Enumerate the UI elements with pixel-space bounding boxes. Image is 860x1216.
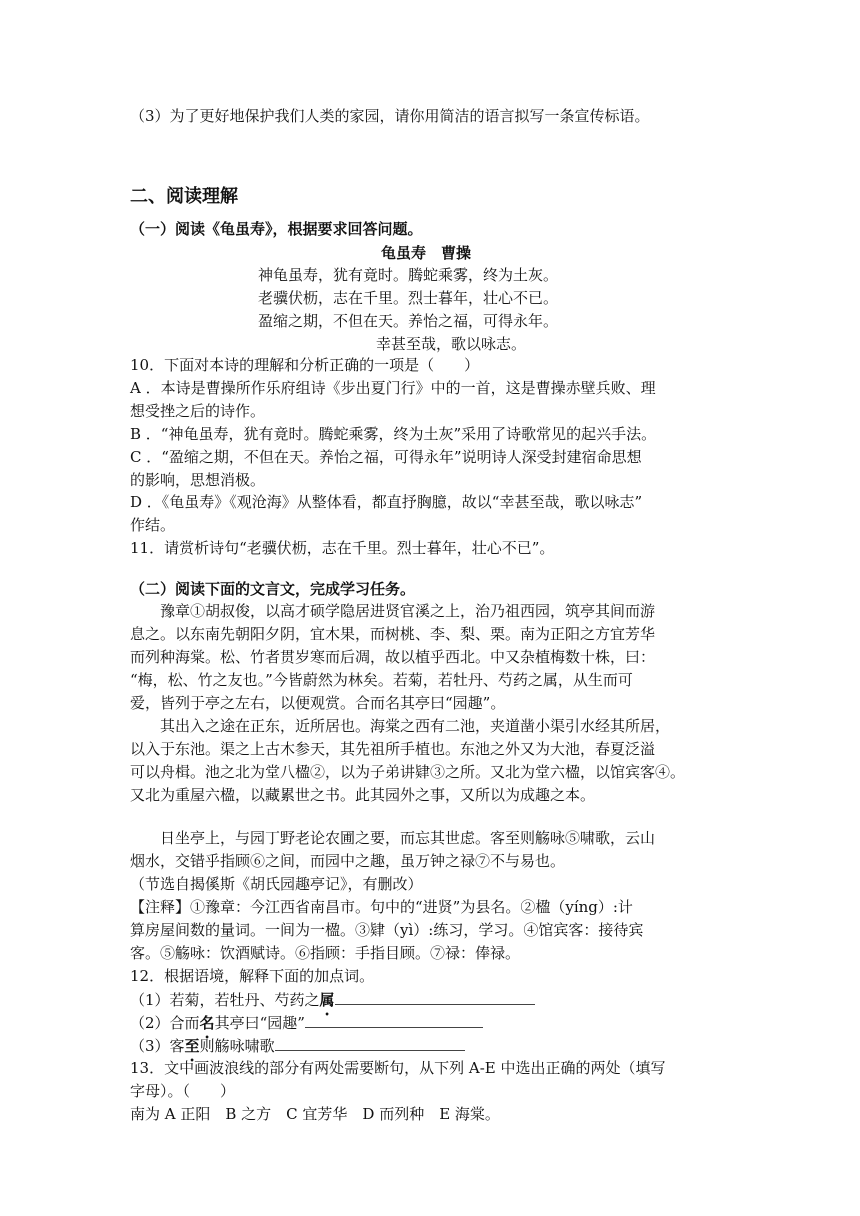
option-a-line-2: 想受挫之后的诗作。: [130, 402, 266, 420]
passage-p1-line-3: 而列种海棠。松、竹者贯岁寒而后凋，故以植乎西北。中又杂植梅数十株，曰：: [130, 648, 656, 666]
answer-blank-2[interactable]: [305, 1011, 483, 1028]
question-12-stem: 12．根据语境，解释下面的加点词。: [130, 967, 375, 985]
part-2-heading: （二）阅读下面的文言文，完成学习任务。: [130, 580, 416, 598]
poem-line-2: 老骥伏枥，志在千里。烈士暮年，壮心不已。: [258, 289, 559, 307]
passage-p1-line-2: 息之。以东南先朝阳夕阴，宜木果，而树桃、李、梨、栗。南为正阳之方宜芳华: [130, 625, 656, 643]
question-13-options: 南为 A 正阳 B 之方 C 宜芳华 D 而列种 E 海棠。: [130, 1105, 500, 1123]
notes-line-3: 客。⑤觞咏：饮酒赋诗。⑥指顾：手指目顾。⑦禄：俸禄。: [130, 944, 521, 962]
poem-line-1: 神龟虽寿，犹有竟时。腾蛇乘雾，终为土灰。: [258, 266, 559, 284]
poem-line-3: 盈缩之期，不但在天。养怡之福，可得永年。: [258, 312, 559, 330]
notes-line-1: 【注释】①豫章：今江西省南昌市。句中的“进贤”为县名。②楹（yíng）:计: [130, 898, 633, 916]
item-2-text-pre: （2）合而: [130, 1014, 200, 1032]
option-c-line-2: 的影响，思想消极。: [130, 471, 266, 489]
question-13-stem-line-1: 13．文中画波浪线的部分有两处需要断句，从下列 A-E 中选出正确的两处（填写: [130, 1059, 666, 1077]
passage-p1-line-1: 豫章①胡叔俊，以高才硕学隐居进贤官溪之上，治乃祖西园，筑亭其间而游: [160, 602, 656, 620]
passage-source: （节选自揭傒斯《胡氏园趣亭记》，有删改）: [130, 875, 423, 893]
question-10-stem: 10．下面对本诗的理解和分析正确的一项是（ ）: [130, 356, 480, 374]
poem-line-4: 幸甚至哉，歌以咏志。: [376, 335, 527, 353]
passage-p3-line-1: 日坐亭上，与园丁野老论农圃之要，而忘其世虑。客至则觞咏⑤啸歌，云山: [160, 829, 656, 847]
passage-p2-line-4: 又北为重屋六楹，以藏累世之书。此其园外之事，又所以为成趣之本。: [130, 786, 596, 804]
option-a-line-1: A ．本诗是曹操所作乐府组诗《步出夏门行》中的一首，这是曹操赤壁兵败、理: [130, 379, 656, 397]
poem-title: 龟虽寿 曹操: [381, 244, 472, 262]
part-1-heading: （一）阅读《龟虽寿》，根据要求回答问题。: [130, 220, 423, 238]
answer-blank-3[interactable]: [275, 1034, 465, 1051]
option-d-line-1: D ．《龟虽寿》《观沧海》从整体看，都直抒胸臆，故以“幸甚至哉，歌以咏志”: [130, 493, 643, 511]
passage-p3-line-2: 烟水，交错乎指顾⑥之间，而园中之趣，虽万钟之禄⑦不与易也。: [130, 852, 566, 870]
dotted-word-zhi: 至: [184, 1037, 200, 1055]
passage-p1-line-5: 爱，皆列于亭之左右，以便观赏。合而名其亭曰“园趣”。: [130, 694, 506, 712]
item-3-text-pre: （3）客: [130, 1037, 185, 1055]
item-3-text-post: 则觞咏啸歌: [199, 1037, 275, 1055]
answer-blank-1[interactable]: [335, 988, 535, 1005]
question-11: 11．请赏析诗句“老骥伏枥，志在千里。烈士暮年，壮心不已”。: [130, 539, 555, 557]
dotted-word-ming: 名: [199, 1014, 215, 1032]
question-13-stem-line-2: 字母）。（ ）: [130, 1082, 236, 1100]
dotted-word-shu: 属: [319, 991, 335, 1009]
option-d-line-2: 作结。: [130, 516, 176, 534]
passage-p2-line-2: 以入于东池。渠之上古木参天，其先祖所手植也。东池之外又为大池，春夏泛溢: [130, 740, 656, 758]
notes-line-2: 算房屋间数的量词。一间为一楹。③肄（yì）:练习，学习。④馆宾客：接待宾: [130, 921, 644, 939]
item-1-text: （1）若菊，若牡丹、芍药之: [130, 991, 320, 1009]
option-b: B ．“神龟虽寿，犹有竟时。腾蛇乘雾，终为土灰”采用了诗歌常见的起兴手法。: [130, 425, 657, 443]
question-3: （3）为了更好地保护我们人类的家园，请你用简洁的语言拟写一条宣传标语。: [130, 107, 650, 125]
section-2-title: 二、阅读理解: [130, 186, 238, 207]
option-c-line-1: C ．“盈缩之期，不但在天。养怡之福，可得永年”说明诗人深受封建宿命思想: [130, 448, 642, 466]
passage-p2-line-3: 可以舟楫。池之北为堂八楹②，以为子弟讲肄③之所。又北为堂六楹，以馆宾客④。: [130, 763, 686, 781]
passage-p2-line-1: 其出入之途在正东，近所居也。海棠之西有二池，夹道凿小渠引水经其所居，: [160, 717, 671, 735]
passage-p1-line-4: “梅，松、竹之友也。”今皆蔚然为林矣。若菊，若牡丹、芍药之属，从生而可: [130, 671, 633, 689]
item-2-text-post: 其亭曰“园趣”: [214, 1014, 305, 1032]
